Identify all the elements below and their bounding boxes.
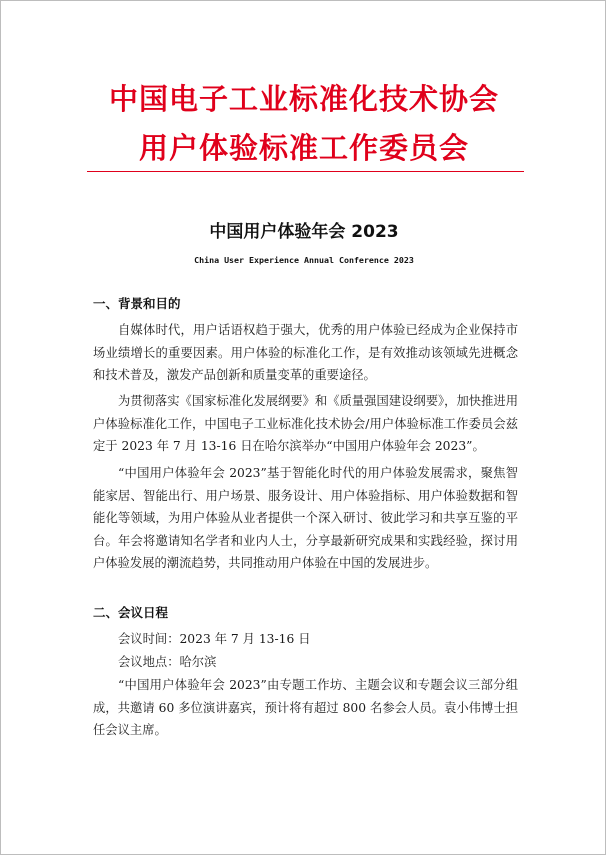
paragraph: “中国用户体验年会 2023”基于智能化时代的用户体验发展需求，聚焦智能家居、智能出行、用户场景、服务设计、用户体验指标、用户体验数据和智能化等领域，为用户体验从业者提供一个深入研讨、彼此学习和共享互鉴的平台。年会将邀请知名学者和业内人士，分享最新研究成果和实践经验，探讨用户体验发展的潮流趋势，共同推动用户体验在中国的发展进步。 xyxy=(93,466,518,571)
paragraph: 为贯彻落实《国家标准化发展纲要》和《质量强国建设纲要》，加快推进用户体验标准化工作，中国电子工业标准化技术协会/用户体验标准工作委员会兹定于 2023 年 7 月 13-16 日在哈尔滨举办“中国用户体验年会 2023”。 xyxy=(93,394,518,454)
section-heading-background: 一、背景和目的 xyxy=(93,296,181,311)
meeting-time: 会议时间：2023 年 7 月 13-16 日 xyxy=(118,632,311,646)
committee-name: 用户体验标准工作委员会 xyxy=(138,131,469,165)
organization-name: 中国电子工业标准化技术协会 xyxy=(108,82,499,116)
conference-subtitle: China User Experience Annual Conference 2023 xyxy=(194,255,414,265)
conference-title: 中国用户体验年会 2023 xyxy=(209,222,399,242)
meeting-location: 会议地点：哈尔滨 xyxy=(118,655,217,669)
paragraph: 自媒体时代，用户话语权趋于强大，优秀的用户体验已经成为企业保持市场业绩增长的重要因素。用户体验的标准化工作，是有效推动该领域先进概念和技术普及，激发产品创新和质量变革的重要途径。 xyxy=(93,323,518,383)
section-heading-schedule: 二、会议日程 xyxy=(93,605,169,620)
paragraph: “中国用户体验年会 2023”由专题工作坊、主题会议和专题会议三部分组成，共邀请 60 多位演讲嘉宾，预计将有超过 800 名参会人员。袁小伟博士担任会议主席。 xyxy=(93,678,518,738)
header-divider xyxy=(87,171,524,172)
